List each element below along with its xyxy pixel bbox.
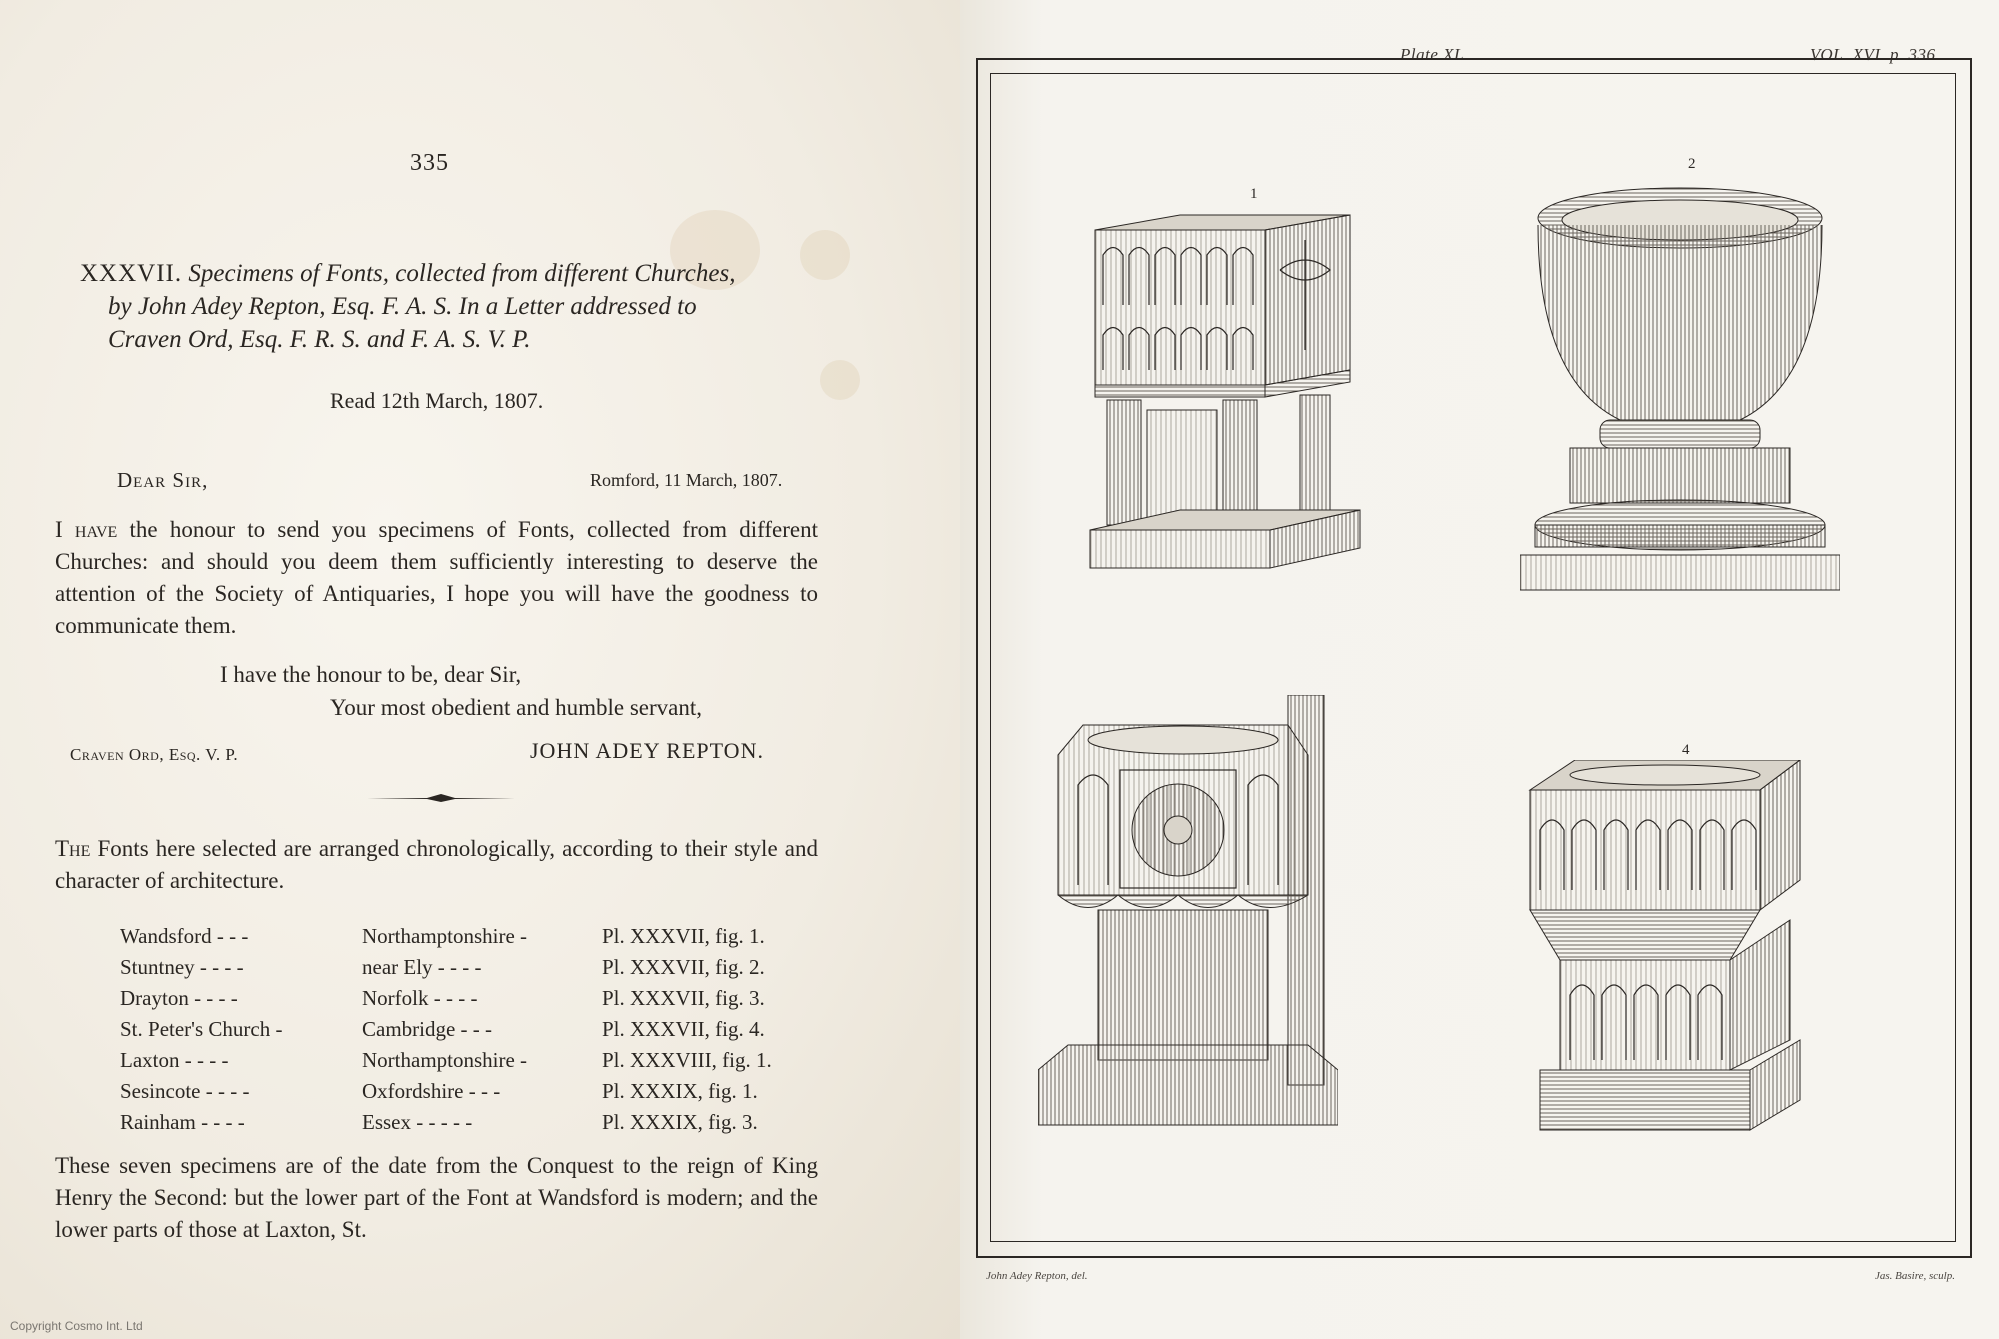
engraving-credit-draughtsman: John Adey Repton, del. (986, 1270, 1088, 1282)
fonts-table-row (120, 1104, 772, 1135)
right-page (960, 0, 1999, 1339)
church-cell: Laxton - - - - (120, 1048, 229, 1072)
plate-cell: Pl. XXXVII, fig. 4. (602, 1017, 765, 1041)
font-figure-2 (1520, 180, 1840, 600)
plate-cell: Pl. XXXVIII, fig. 1. (602, 1048, 772, 1072)
article-number: XXXVII. (80, 260, 183, 287)
county-cell: Essex - - - - - (362, 1110, 473, 1134)
church-cell: St. Peter's Church - (120, 1017, 283, 1041)
plate-label: Plate XL. (1400, 45, 1469, 64)
recipient: Craven Ord, Esq. V. P. (70, 745, 239, 764)
fonts-table-row (120, 918, 772, 949)
copyright-watermark: Copyright Cosmo Int. Ltd (10, 1319, 143, 1333)
intro-paragraph (55, 833, 818, 897)
church-cell: Drayton - - - - (120, 986, 238, 1010)
church-cell: Sesincote - - - - (120, 1079, 250, 1103)
fonts-table (120, 918, 772, 1135)
place-date: Romford, 11 March, 1807. (590, 470, 783, 490)
letter-opening: I have (55, 517, 118, 542)
figure-number: 2 (1688, 156, 1696, 172)
plate-cell: Pl. XXXIX, fig. 1. (602, 1079, 758, 1103)
closing-line-2: Your most obedient and humble servant, (330, 695, 703, 720)
fonts-table-row (120, 1073, 772, 1104)
plate-cell: Pl. XXXIX, fig. 3. (602, 1110, 758, 1134)
county-cell: Northamptonshire - (362, 924, 528, 948)
fonts-table-row (120, 980, 772, 1011)
figure-number: 1 (1250, 186, 1258, 202)
county-cell: Norfolk - - - - (362, 986, 478, 1010)
church-cell: Wandsford - - - (120, 924, 249, 948)
intro-opening: The (55, 836, 91, 861)
church-cell: Rainham - - - - (120, 1110, 245, 1134)
closing-paragraph: These seven specimens are of the date from the Conquest to the reign of King Henry the Second: but the lower part of the Font at Wandsford is modern; and the lower parts of those at Laxton, St. (55, 1153, 818, 1242)
closing-line-1: I have the honour to be, dear Sir, (220, 662, 522, 687)
left-page (0, 0, 960, 1339)
letter-body: the honour to send you specimens of Fonts, collected from different Churches: and should you deem them sufficiently interesting to deserve the attention of the Society of Antiquaries, I hope you will have the goodness to communicate them. (55, 517, 818, 638)
fonts-table-row (120, 1042, 772, 1073)
county-cell: Oxfordshire - - - (362, 1079, 501, 1103)
county-cell: near Ely - - - - (362, 955, 482, 979)
ornament-rule-icon (367, 786, 515, 810)
title-line-3: Craven Ord, Esq. F. R. S. and F. A. S. V. P. (108, 326, 531, 353)
read-date: Read 12th March, 1807. (330, 388, 544, 413)
salutation: Dear Sir, (117, 468, 209, 492)
engraving-credit-engraver: Jas. Basire, sculp. (1875, 1270, 1955, 1282)
page-number: 335 (410, 150, 449, 176)
figure-number: 4 (1682, 742, 1690, 758)
article-title (80, 257, 820, 356)
foxing-stain (820, 360, 860, 400)
plate-cell: Pl. XXXVII, fig. 1. (602, 924, 765, 948)
intro-body: Fonts here selected are arranged chronologically, according to their style and character of architecture. (55, 836, 818, 893)
title-line-2: by John Adey Repton, Esq. F. A. S. In a Letter addressed to (108, 293, 697, 320)
church-cell: Stuntney - - - - (120, 955, 244, 979)
plate-cell: Pl. XXXVII, fig. 2. (602, 955, 765, 979)
signature: JOHN ADEY REPTON. (530, 738, 764, 763)
county-cell: Cambridge - - - (362, 1017, 493, 1041)
font-figure-4 (1500, 760, 1830, 1140)
volume-label: VOL. XVI. p. 336. (1810, 45, 1941, 64)
plate-cell: Pl. XXXVII, fig. 3. (602, 986, 765, 1010)
letter-paragraph (55, 514, 818, 642)
font-figure-1 (1085, 210, 1365, 580)
fonts-table-row (120, 1011, 772, 1042)
title-line-1: Specimens of Fonts, collected from different Churches, (188, 260, 736, 287)
font-figure-3 (1038, 695, 1338, 1135)
fonts-table-row (120, 949, 772, 980)
county-cell: Northamptonshire - (362, 1048, 528, 1072)
